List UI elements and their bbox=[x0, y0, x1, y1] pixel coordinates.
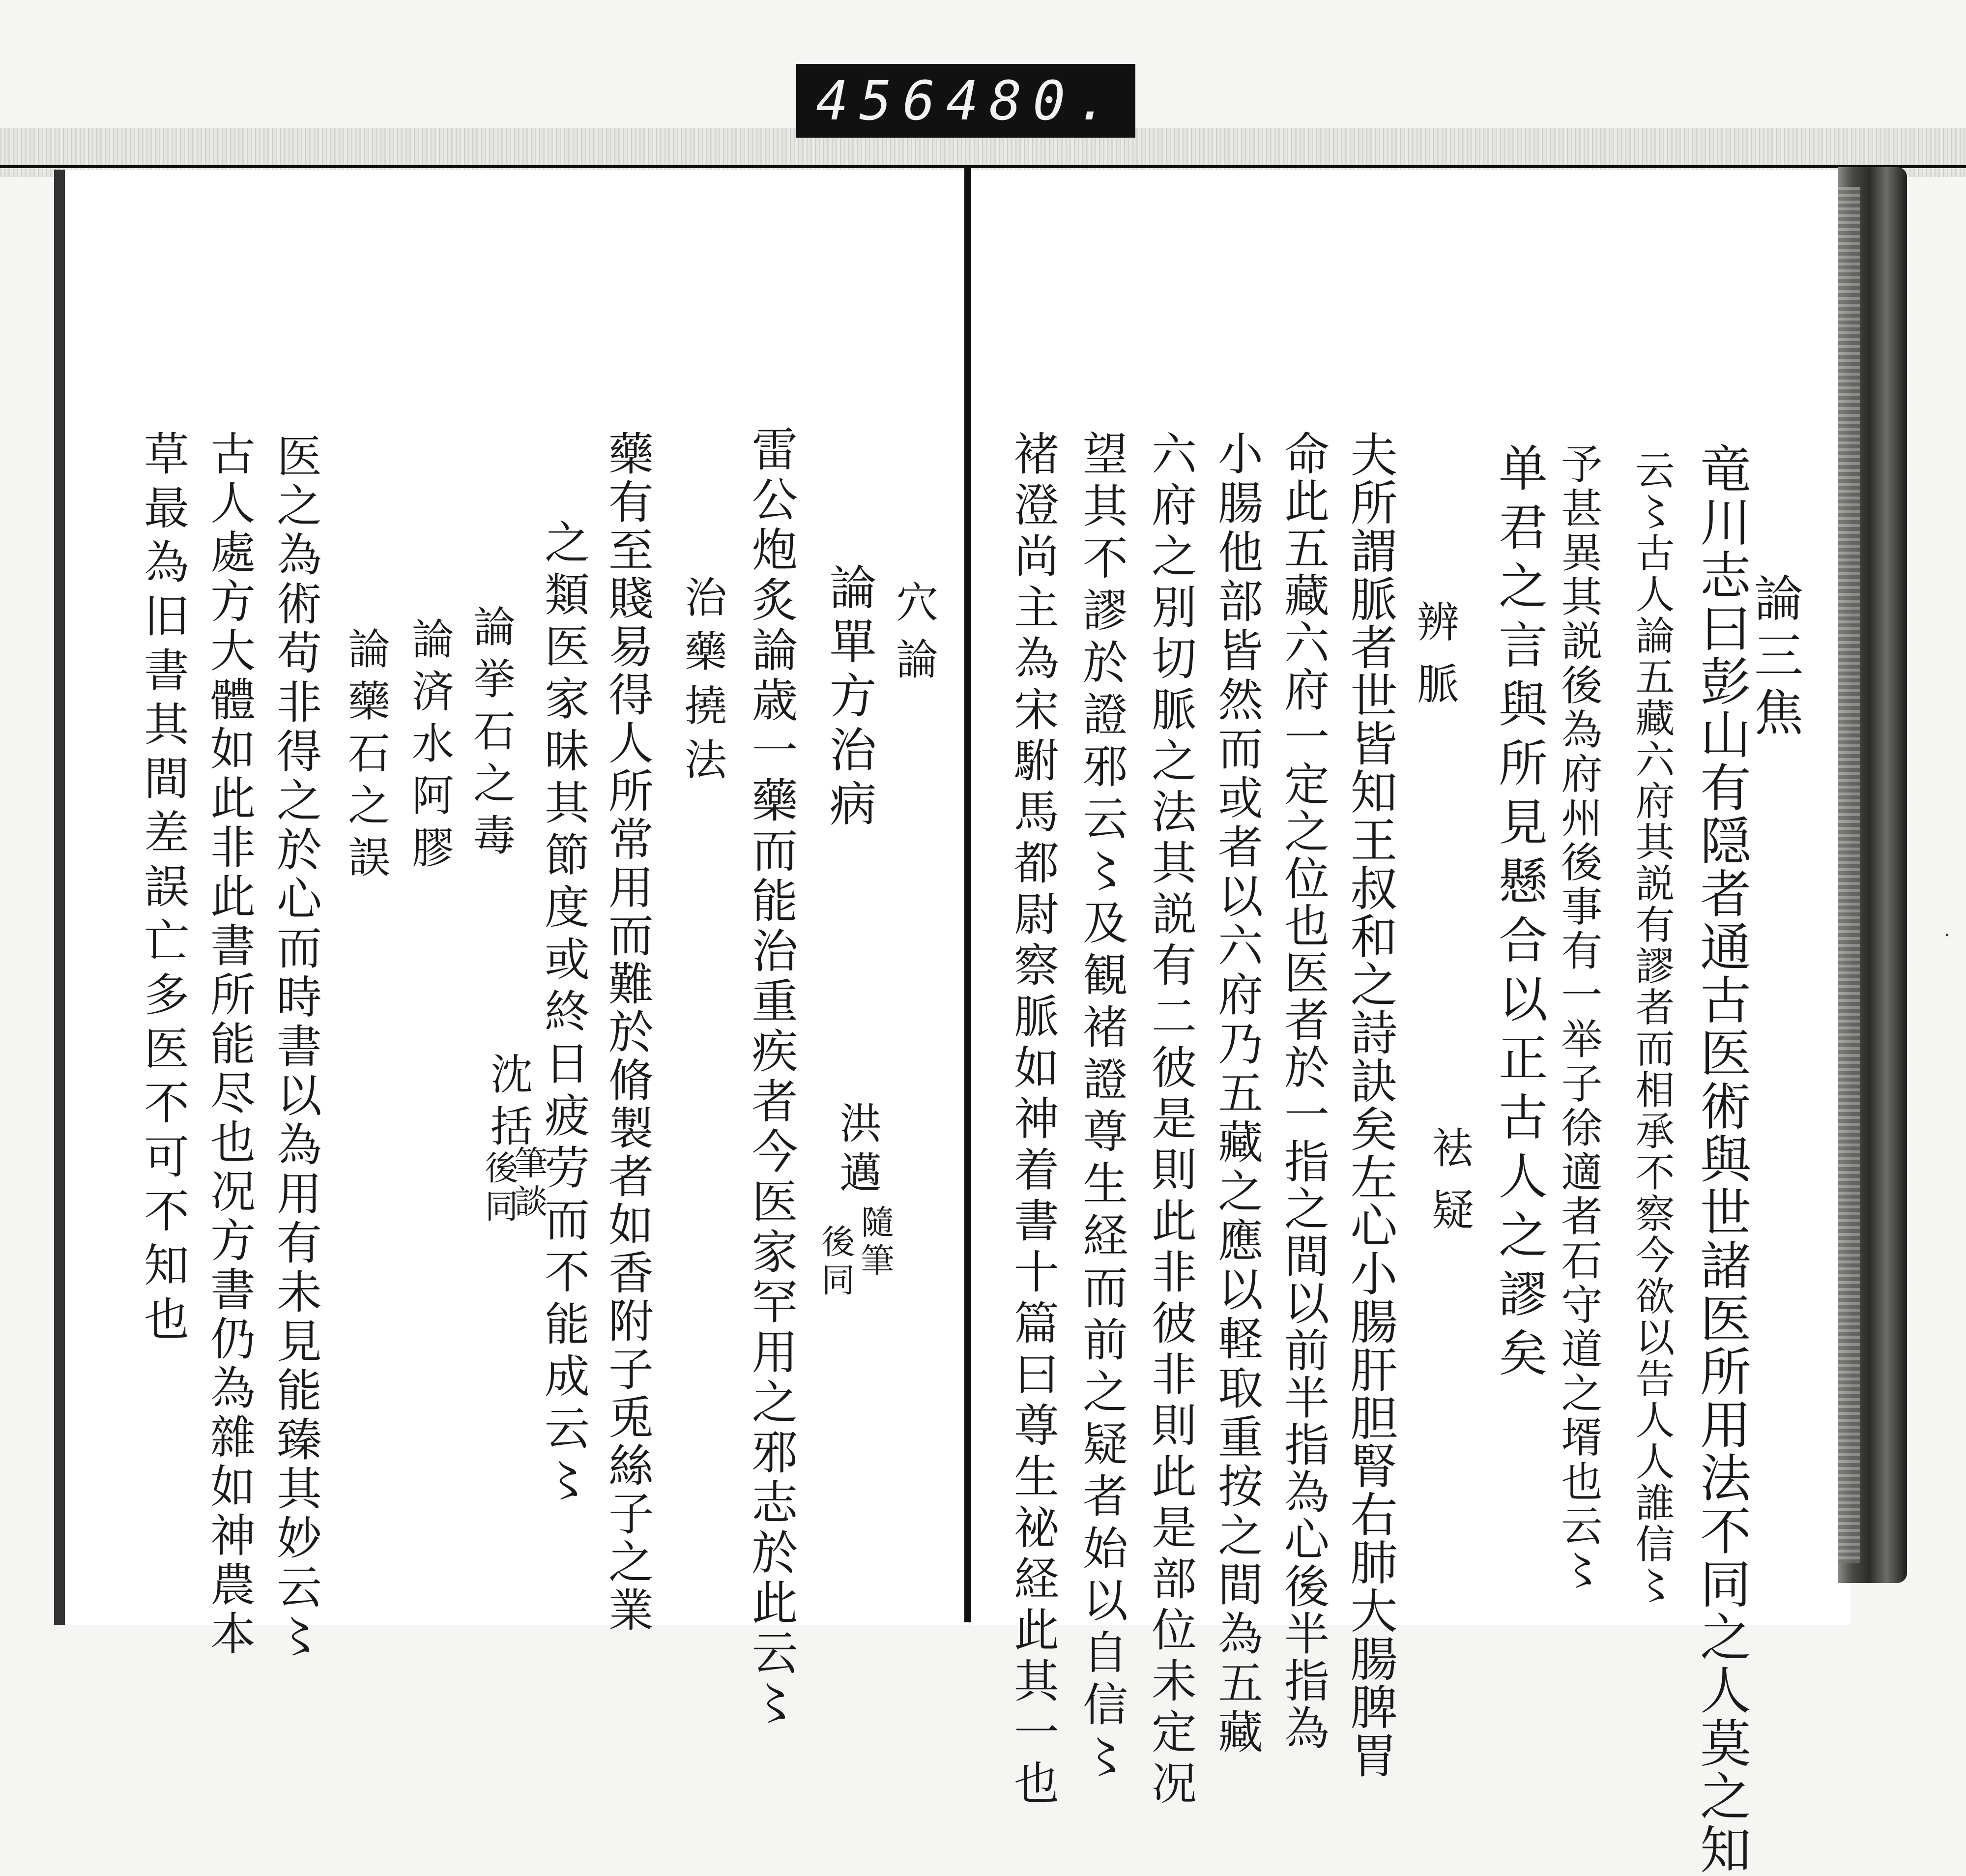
left-yi-line2: 古人處方大體如此非此書所能尽也况方書仍為雜如神農本 bbox=[203, 430, 256, 1659]
left-yi-line3: 草最為旧書其間差誤亡多医不可不知也 bbox=[137, 430, 189, 1349]
left-yao-line2: 之類医家昧其節度或終日疲劳而不能成云〻 bbox=[537, 519, 590, 1509]
left-heading-yaoshi: 論藥石之誤 bbox=[341, 627, 390, 887]
right-col-4: 单君之言與所見懸合以正古人之謬矣 bbox=[1490, 442, 1548, 1386]
book-gutter bbox=[964, 167, 971, 1622]
left-author-hong-note1: 隨筆 bbox=[855, 1204, 894, 1281]
right-col-5: 辨脈 bbox=[1410, 600, 1459, 724]
left-yao-line1: 藥有至賤易得人所常用而難於脩製者如香附子兎絲子之業 bbox=[601, 430, 654, 1635]
frame-counter-left: 456 bbox=[816, 69, 946, 132]
right-col-2: 云〻古人論五藏六府其説有謬者而相承不察今欲以告人人誰信〻 bbox=[1629, 450, 1675, 1606]
left-page bbox=[54, 170, 968, 1625]
right-col-11: 望其不謬於證邪云〻及観褚證尊生経而前之疑者始以自信〻 bbox=[1075, 430, 1128, 1785]
right-col-3: 予甚異其説後為府州後事有一举子徐適者石守道之壻也云〻 bbox=[1555, 442, 1603, 1593]
right-col-7: 夫所謂脈者世皆知王叔和之詩訣矣左心小腸肝胆腎右肺大腸脾胃 bbox=[1343, 430, 1398, 1779]
left-author-shen-note2: 後同 bbox=[479, 1150, 518, 1227]
right-col-12: 褚澄尚主為宋駙馬都尉察脈如神着書十篇曰尊生祕経此其一也 bbox=[1007, 430, 1059, 1811]
left-yi-line1: 医之為術苟非得之於心而時書以為用有未見能臻其妙云〻 bbox=[269, 433, 322, 1662]
left-heading-jishui: 論済水阿膠 bbox=[405, 617, 454, 878]
right-col-8: 命此五藏六府一定之位也医者於一指之間以前半指為心後半指為 bbox=[1277, 430, 1330, 1752]
left-heading-jushi: 論挙石之毒 bbox=[466, 605, 515, 865]
right-col-10: 六府之別切脈之法其説有二彼是則此非彼非則此是部位未定况 bbox=[1144, 430, 1197, 1811]
left-author-shen: 沈括 bbox=[483, 1052, 532, 1156]
left-author-hong: 洪邁 bbox=[832, 1101, 881, 1200]
right-col-6: 袪疑 bbox=[1424, 1126, 1474, 1250]
frame-counter bbox=[796, 64, 1135, 138]
left-lei-line: 雷公炮炙論歳一藥而能治重疾者今医家罕用之邪志於此云〻 bbox=[744, 425, 797, 1729]
left-heading-xue: 穴論 bbox=[889, 580, 938, 694]
scan-speck: · bbox=[1944, 924, 1950, 947]
left-heading-danfang: 論單方治病 bbox=[822, 563, 877, 833]
top-rule bbox=[0, 165, 1966, 168]
right-col-9: 小腸他部皆然而或者以六府乃五藏之應以軽取重按之間為五藏 bbox=[1211, 430, 1263, 1758]
right-col-1: 竜川志曰彭山有隠者通古医術與世諸医所用法不同之人莫之知 bbox=[1691, 442, 1751, 1876]
frame-counter-right: 480. bbox=[946, 69, 1120, 132]
left-heading-zhiyao: 治藥撓法 bbox=[677, 575, 726, 791]
left-author-hong-note2: 後同 bbox=[816, 1224, 855, 1301]
left-author-shen-note1: 筆談 bbox=[509, 1145, 548, 1222]
book-fore-edge-texture bbox=[1838, 187, 1860, 1563]
right-col-0: 論三焦 bbox=[1746, 573, 1803, 744]
